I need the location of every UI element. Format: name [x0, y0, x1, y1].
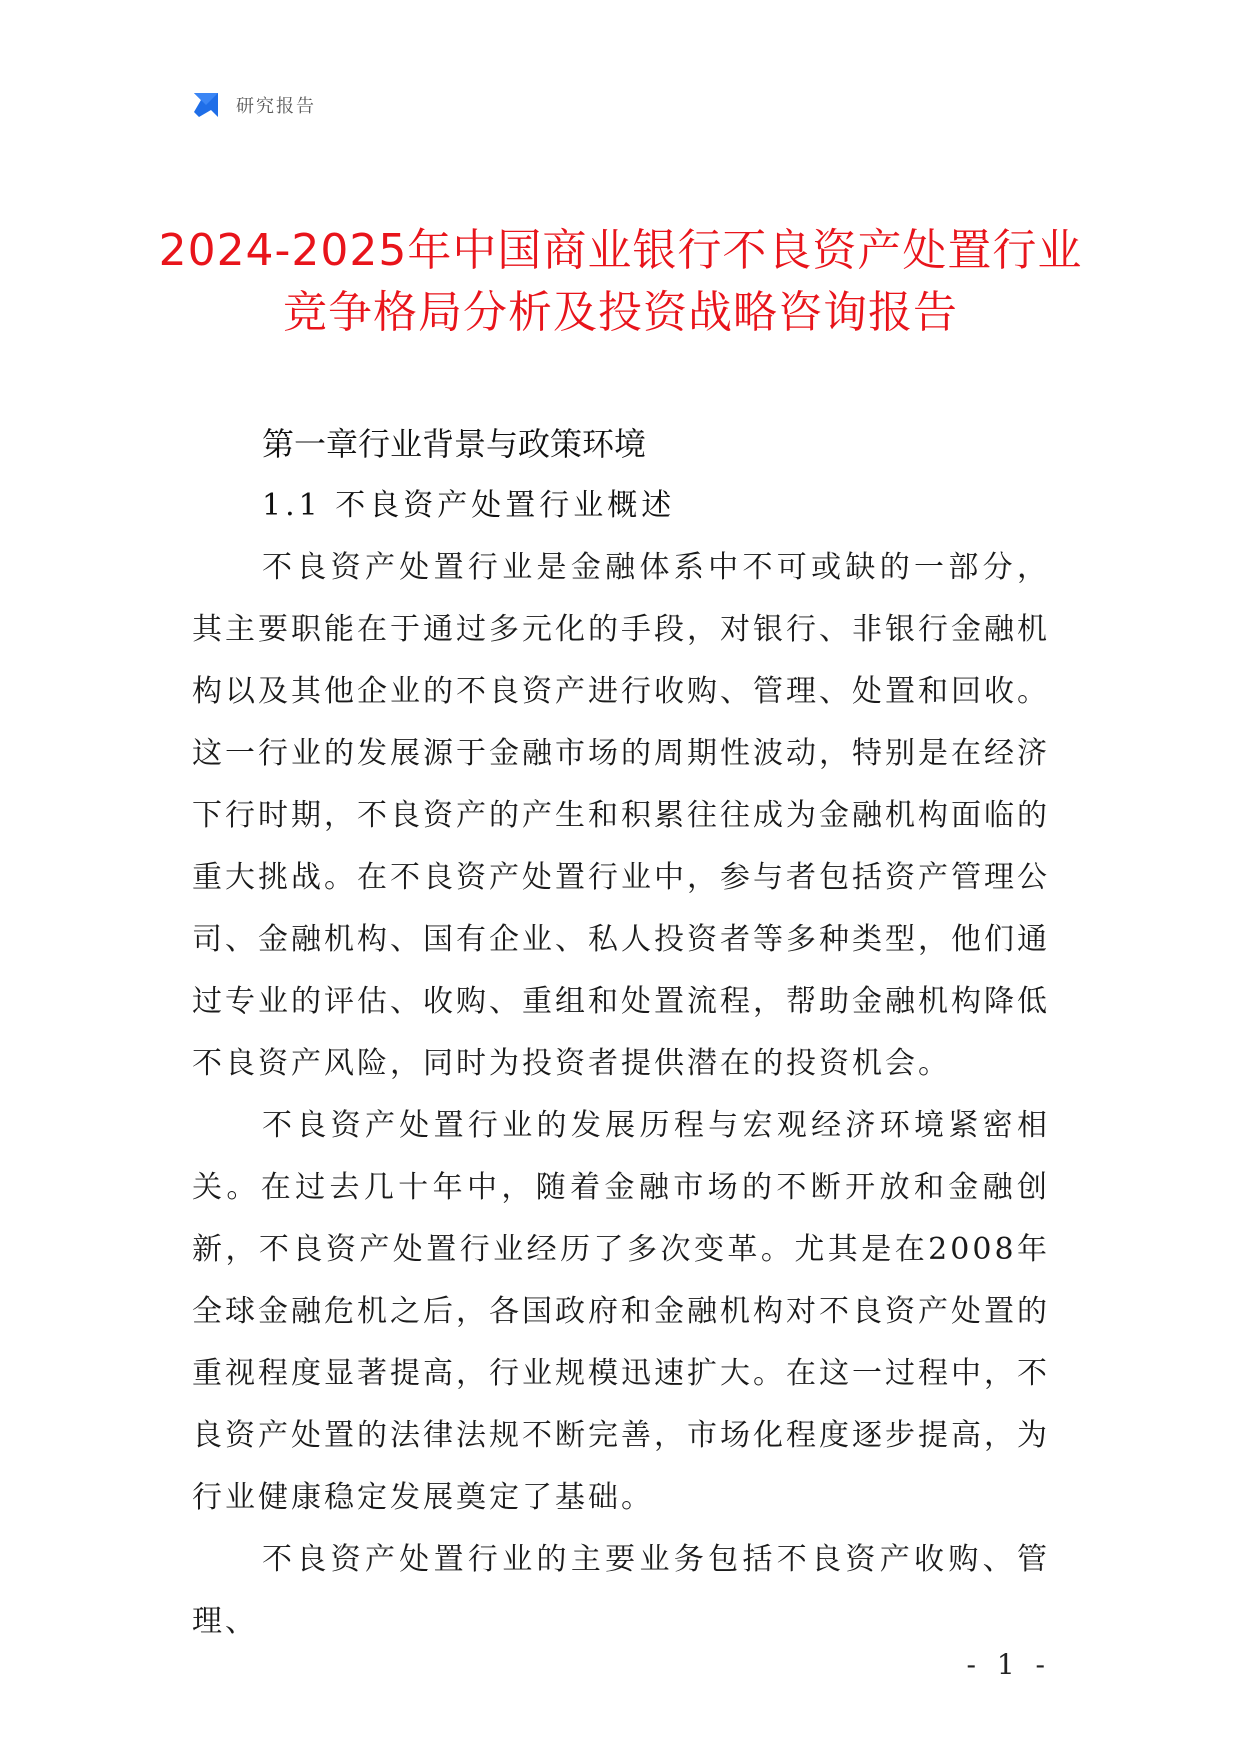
- paragraph: 不良资产处置行业的发展历程与宏观经济环境紧密相关。在过去几十年中，随着金融市场的不断开放和金融创新，不良资产处置行业经历了多次变革。尤其是在2008年全球金融危机之后，各国政府和金融机构对不良资产处置的重视程度显著提高，行业规模迅速扩大。在这一过程中，不良资产处置的法律法规不断完善，市场化程度逐步提高，为行业健康稳定发展奠定了基础。: [192, 1108, 1050, 1515]
- arrow-logo-icon: [190, 89, 222, 121]
- section-heading: 1.1 不良资产处置行业概述: [262, 488, 676, 523]
- report-header: [190, 88, 316, 122]
- document-body: [192, 413, 1050, 1653]
- header-label: 研究报告: [236, 96, 316, 117]
- page-number: - 1 -: [966, 1648, 1051, 1681]
- chapter-heading: 第一章行业背景与政策环境: [262, 425, 647, 463]
- paragraph: 不良资产处置行业的主要业务包括不良资产收购、管理、: [192, 1542, 1050, 1639]
- report-title: 2024-2025年中国商业银行不良资产处置行业竞争格局分析及投资战略咨询报告: [158, 225, 1083, 338]
- paragraph: 不良资产处置行业是金融体系中不可或缺的一部分，其主要职能在于通过多元化的手段，对银行、非银行金融机构以及其他企业的不良资产进行收购、管理、处置和回收。这一行业的发展源于金融市场的周期性波动，特别是在经济下行时期，不良资产的产生和积累往往成为金融机构面临的重大挑战。在不良资产处置行业中，参与者包括资产管理公司、金融机构、国有企业、私人投资者等多种类型，他们通过专业的评估、收购、重组和处置流程，帮助金融机构降低不良资产风险，同时为投资者提供潜在的投资机会。: [192, 550, 1050, 1081]
